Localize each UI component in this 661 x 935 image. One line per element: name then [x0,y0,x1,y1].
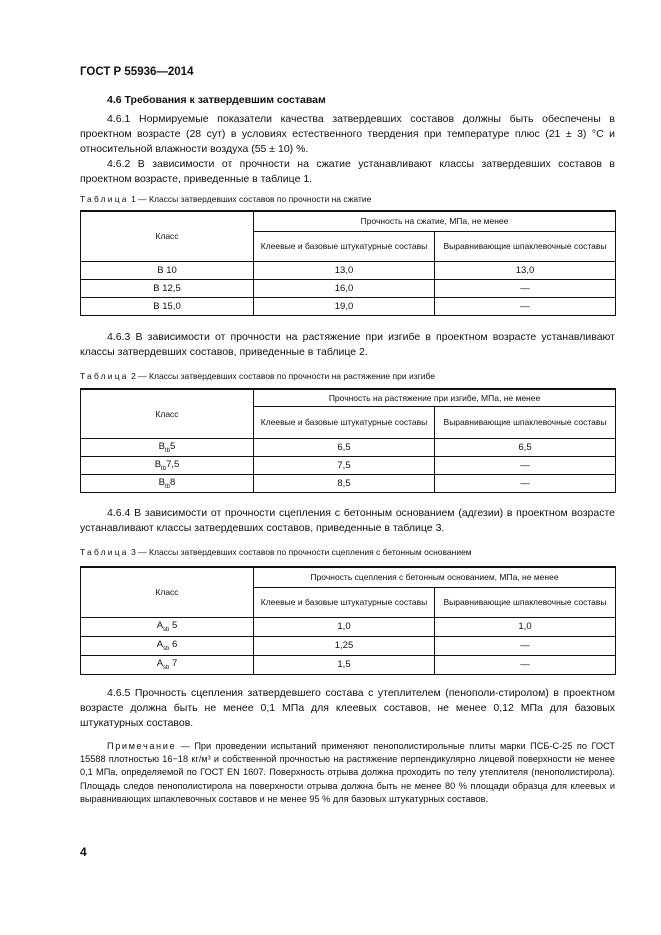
table1-cell-class: В 10 [81,261,254,279]
page-number: 4 [80,845,87,859]
paragraph-4-6-5: 4.6.5 Прочность сцепления затвердевшего состава с утеплителем (пенополи-стиролом) в проектном возрасте должна быть не менее 0,1 МПа для клеевых составов, не менее 0,12 МПа для базовых штукатурных составов. [80,687,615,729]
note [80,740,615,806]
table1-cell-b: 13,0 [435,261,616,279]
table-row [81,617,616,636]
table-row [81,297,616,315]
table2-cell-b: 6,5 [435,438,616,456]
table1-cell-class: В 15,0 [81,297,254,315]
table3-caption-word: Таблица [80,547,129,557]
table1-cell-a: 19,0 [254,297,435,315]
table3-cell-b: 1,0 [435,617,616,636]
table3-header-col-a: Клеевые и базовые штукатурные составы [254,587,435,617]
table-row [81,456,616,474]
table1-caption-word: Таблица [80,194,129,204]
table2-header-col-b: Выравнивающие шпаклевочные составы [435,406,616,438]
table1-header-col-a: Клеевые и базовые штукатурные составы [254,231,435,261]
table1-header-class: Класс [81,211,254,261]
table2-cell-class: $В_{tb}7,5$ [81,456,254,474]
table2-caption-word: Таблица [80,371,129,381]
table1-cell-a: 16,0 [254,279,435,297]
paragraph-4-6-3: 4.6.3 В зависимости от прочности на растяжение при изгибе в проектном возрасте устанавливают классы затвердевших составов, приведенные в таблице 2. [80,331,615,358]
table-row [81,279,616,297]
table-row [81,261,616,279]
table1-caption-text: 1 — Классы затвердевших составов по прочности на сжатие [128,194,372,204]
table2-cell-b: — [435,456,616,474]
table-row [81,438,616,456]
table-2 [80,388,616,493]
paragraph-4-6-2: 4.6.2 В зависимости от прочности на сжатие устанавливают классы затвердевших составов в проектном возрасте, приведенные в таблице 1. [80,158,615,185]
table2-caption [80,371,435,381]
table-1 [80,210,616,316]
table2-cell-a: 7,5 [254,456,435,474]
note-text: — При проведении испытаний применяют пенополистирольные плиты марки ПСБ-С-25 по ГОСТ 15588 плотностью 16−18 кг/м³ и собственной прочностью на растяжение перпендикулярно лицевой поверхности не менее 0,1 МПа, определяемой по ГОСТ EN 1607. Поверхность отрыва должна проходить по телу утеплителя (пенополистирола). Площадь следов пенополистирола на поверхности отрыва должна быть не менее 80 % площади образца для клеевых и выравнивающих шпаклевочных составов и не менее 95 % для базовых штукатурных составов. [80,741,615,804]
table3-cell-class: $А_{sb}$ 7 [81,655,254,674]
table2-header-class: Класс [81,389,254,438]
table2-cell-class: $В_{tb}8$ [81,474,254,492]
table3-cell-class: $А_{sb}$ 5 [81,617,254,636]
table3-caption [80,547,472,557]
table3-cell-a: 1,5 [254,655,435,674]
table2-cell-a: 8,5 [254,474,435,492]
table3-cell-a: 1,25 [254,636,435,655]
table-3 [80,566,616,675]
table1-cell-class: В 12,5 [81,279,254,297]
paragraph-4-6-4: 4.6.4 В зависимости от прочности сцепления с бетонным основанием (адгезии) в проектном возрасте устанавливают классы затвердевших составов, приведенные в таблице 3. [80,507,615,534]
table3-header-col-b: Выравнивающие шпаклевочные составы [435,587,616,617]
table1-cell-b: — [435,297,616,315]
table2-cell-b: — [435,474,616,492]
table1-caption [80,194,371,204]
table2-header-col-a: Клеевые и базовые штукатурные составы [254,406,435,438]
table3-cell-a: 1,0 [254,617,435,636]
document-header: ГОСТ Р 55936—2014 [80,66,194,78]
table3-caption-text: 3 — Классы затвердевших составов по прочности сцепления с бетонным основанием [128,547,472,557]
table1-cell-b: — [435,279,616,297]
table3-cell-b: — [435,636,616,655]
table3-header-group: Прочность сцепления с бетонным основанием, МПа, не менее [254,567,616,587]
table1-cell-a: 13,0 [254,261,435,279]
table1-header-col-b: Выравнивающие шпаклевочные составы [435,231,616,261]
table3-cell-class: $А_{sb}$ 6 [81,636,254,655]
table-row [81,655,616,674]
table3-header-class: Класс [81,567,254,617]
table-row [81,474,616,492]
table-row [81,636,616,655]
table2-header-group: Прочность на растяжение при изгибе, МПа, не менее [254,389,616,406]
table2-cell-a: 6,5 [254,438,435,456]
table1-header-group: Прочность на сжатие, МПа, не менее [254,211,616,231]
table2-cell-class: $В_{tb}5$ [81,438,254,456]
note-label: Примечание [107,741,177,751]
table2-caption-text: 2 — Классы затвердевших составов по прочности на растяжение при изгибе [128,371,435,381]
table3-cell-b: — [435,655,616,674]
paragraph-4-6-1: 4.6.1 Нормируемые показатели качества затвердевших составов должны быть обеспечены в проектном возрасте (28 сут) в условиях естественного твердения при температуре плюс (21 ± 3) °С и относительной влажности воздуха (55 ± 10) %. [80,113,615,155]
section-title: 4.6 Требования к затвердевшим составам [107,94,326,106]
